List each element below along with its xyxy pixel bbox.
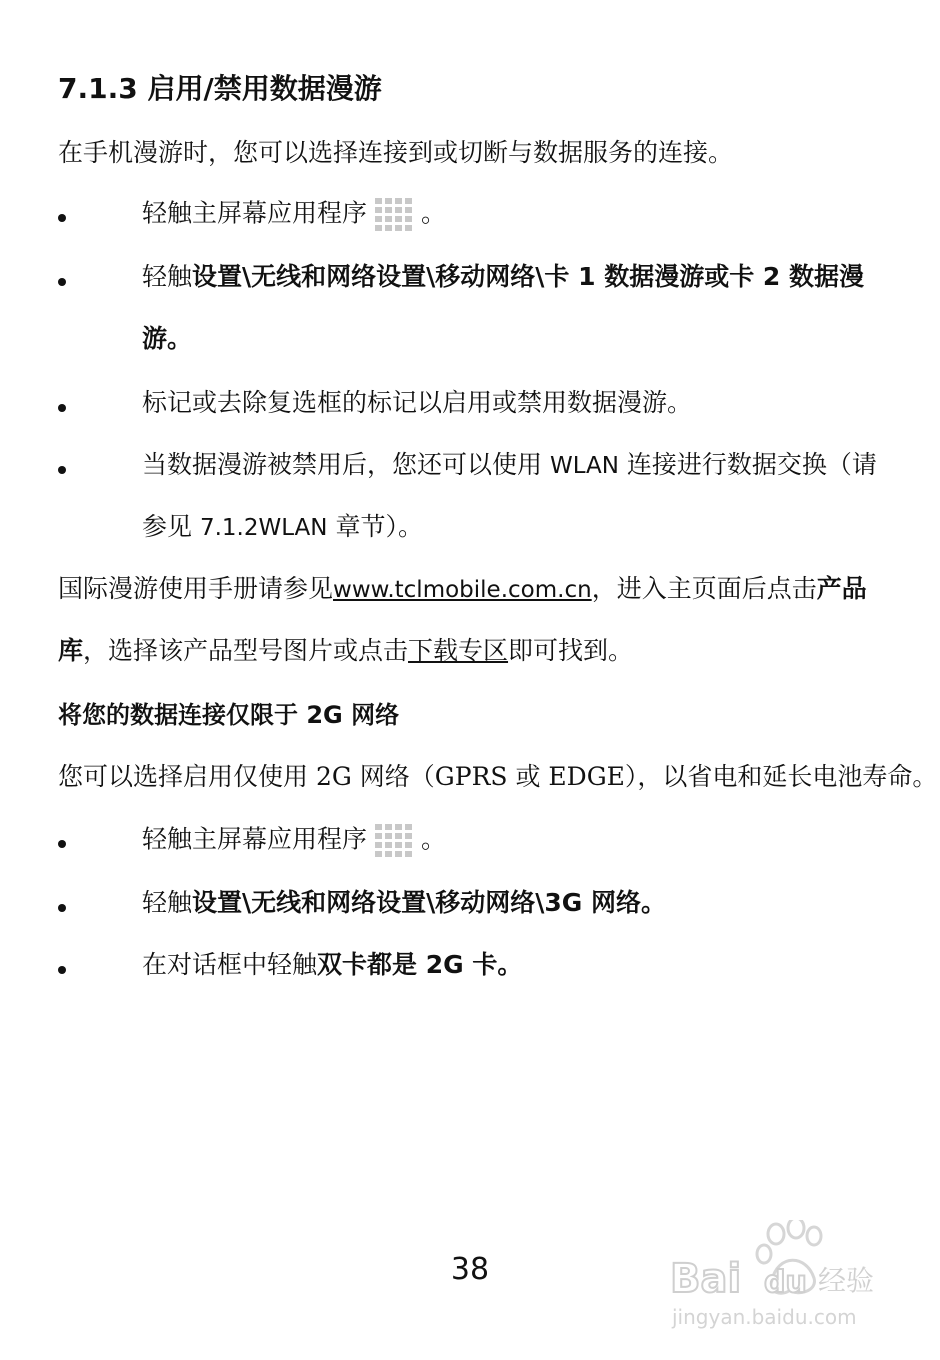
manual-line-2 [58, 634, 633, 668]
app-grid-icon [373, 822, 415, 860]
svg-text:Bai: Bai [670, 1256, 742, 1302]
step-text: 连接进行数据交换（请 [618, 450, 877, 479]
app-grid-icon [373, 196, 415, 234]
product-library-label-cont: 库 [58, 636, 84, 665]
step-text: 当数据漫游被禁用后，您还可以使用 [142, 450, 550, 479]
step-text: 章节）。 [327, 512, 423, 541]
wlan-term: WLAN [549, 453, 619, 479]
svg-text:经验: 经验 [818, 1264, 875, 1297]
step-prefix: 在对话框中轻触 [142, 950, 318, 979]
step-text: 参见 [142, 512, 200, 541]
manual-text: 国际漫游使用手册请参见 [58, 574, 334, 603]
download-area-link[interactable]: 下载专区 [408, 636, 509, 665]
roaming-step-4-cont [142, 510, 423, 545]
section-ref: 7.1.2WLAN [199, 515, 328, 541]
limit-step-3 [142, 948, 522, 982]
bullet [58, 466, 66, 474]
manual-text: ，选择该产品型号图片或点击 [83, 636, 409, 665]
roaming-step-4 [142, 448, 877, 483]
bullet [58, 904, 66, 912]
intro-text: 在手机漫游时，您可以选择连接到或切断与数据服务的连接。 [58, 138, 734, 167]
settings-path-cont: 游。 [142, 324, 193, 353]
manual-text: 即可找到。 [508, 636, 634, 665]
svg-text:du: du [764, 1265, 807, 1300]
page-number: 38 [450, 1252, 490, 1287]
settings-path: 设置\无线和网络设置\移动网络\3G 网络。 [192, 888, 667, 917]
baidu-watermark-logo [668, 1220, 888, 1350]
subheading: 将您的数据连接仅限于 2G 网络 [58, 701, 400, 729]
step-text: 轻触主屏幕应用程序 [142, 198, 368, 228]
step-text: 轻触主屏幕应用程序 [142, 824, 368, 854]
roaming-step-3: 标记或去除复选框的标记以启用或禁用数据漫游。 [142, 388, 693, 417]
step-end: 。 [421, 824, 447, 854]
step-prefix: 轻触 [142, 262, 193, 291]
bullet [58, 966, 66, 974]
bullet [58, 278, 66, 286]
svg-text:jingyan.baidu.com: jingyan.baidu.com [672, 1305, 857, 1329]
bullet [58, 404, 66, 412]
settings-path: 设置\无线和网络设置\移动网络\卡 1 数据漫游或卡 2 数据漫 [192, 262, 865, 291]
step-end: 。 [421, 198, 447, 228]
limit-step-2 [142, 886, 666, 920]
product-library-label: 产品 [816, 574, 867, 603]
manual-line-1 [58, 572, 867, 607]
bullet [58, 840, 66, 848]
dual-2g-option: 双卡都是 2G 卡。 [317, 950, 523, 979]
manual-text: ，进入主页面后点击 [591, 574, 817, 603]
limit-step-1 [142, 822, 446, 860]
step-prefix: 轻触 [142, 888, 193, 917]
section-heading: 7.1.3 启用/禁用数据漫游 [58, 72, 382, 105]
roaming-step-1 [142, 196, 446, 234]
roaming-step-2 [142, 260, 864, 294]
tcl-website-link[interactable]: www.tclmobile.com.cn [333, 577, 592, 603]
limit-intro: 您可以选择启用仅使用 2G 网络（GPRS 或 EDGE），以省电和延长电池寿命。 [58, 762, 938, 791]
roaming-step-2-cont [142, 322, 192, 356]
bullet [58, 214, 66, 222]
